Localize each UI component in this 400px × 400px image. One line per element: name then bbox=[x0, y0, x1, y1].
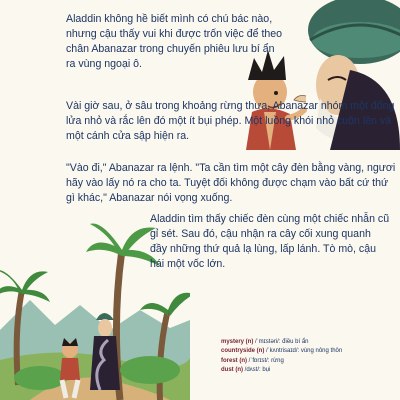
vocabulary-term: forest (n) bbox=[221, 357, 247, 364]
vocabulary-meaning: vùng nông thôn bbox=[300, 348, 343, 355]
vocabulary-meaning: bụi bbox=[262, 367, 271, 374]
vocabulary-pronunciation: /ˈkʌntrisaɪd/: bbox=[264, 348, 301, 355]
story-paragraph-1: Aladdin không hề biết mình có chú bác nào, nhưng cậu thấy vui khi được trốn việc để theo chân Abanazar trong chuyến phiêu lưu bí ẩn ra vùng ngoại ô. bbox=[66, 13, 283, 70]
vocabulary-item bbox=[221, 366, 396, 375]
vocabulary-list bbox=[221, 338, 396, 376]
vocabulary-pronunciation: /dʌst/: bbox=[243, 367, 263, 374]
vocabulary-term: dust (n) bbox=[221, 367, 243, 374]
vocabulary-item bbox=[221, 338, 396, 347]
story-paragraph-3: "Vào đi," Abanazar ra lệnh. "Ta cần tìm một cây đèn bằng vàng, ngươi hãy vào lấy nó ra cho ta. Tuyệt đối không được chạm vào bất cứ thứ gì khác," Abanazar nói vọng xuống. bbox=[66, 162, 396, 204]
vocabulary-pronunciation: /ˈmɪstəri/: bbox=[253, 339, 283, 345]
story-paragraph-4: Aladdin tìm thấy chiếc đèn cùng một chiếc nhẫn cũ gỉ sét. Sau đó, cậu nhận ra cây cối xung quanh đầy những thứ quả lạ lùng, lấp lánh. Tò mò, cậu hái một vốc lớn. bbox=[150, 213, 390, 270]
vocabulary-meaning: rừng bbox=[271, 357, 284, 364]
vocabulary-pronunciation: /ˈfɒrɪst/: bbox=[247, 357, 272, 364]
vocabulary-item bbox=[221, 347, 396, 356]
vocabulary-item bbox=[221, 357, 396, 366]
vocabulary-term: mystery (n) bbox=[221, 339, 254, 345]
vocabulary-term: countryside (n) bbox=[221, 348, 265, 355]
story-paragraph-2: Vài giờ sau, ở sâu trong khoảng rừng thưa, Abanazar nhóm một đống lửa nhỏ và rắc lên đó một ít bụi phép. Một luồng khói nhỏ cuộn lên và một cánh cửa sập hiện ra. bbox=[66, 100, 395, 142]
vocabulary-meaning: điều bí ẩn bbox=[282, 339, 309, 345]
